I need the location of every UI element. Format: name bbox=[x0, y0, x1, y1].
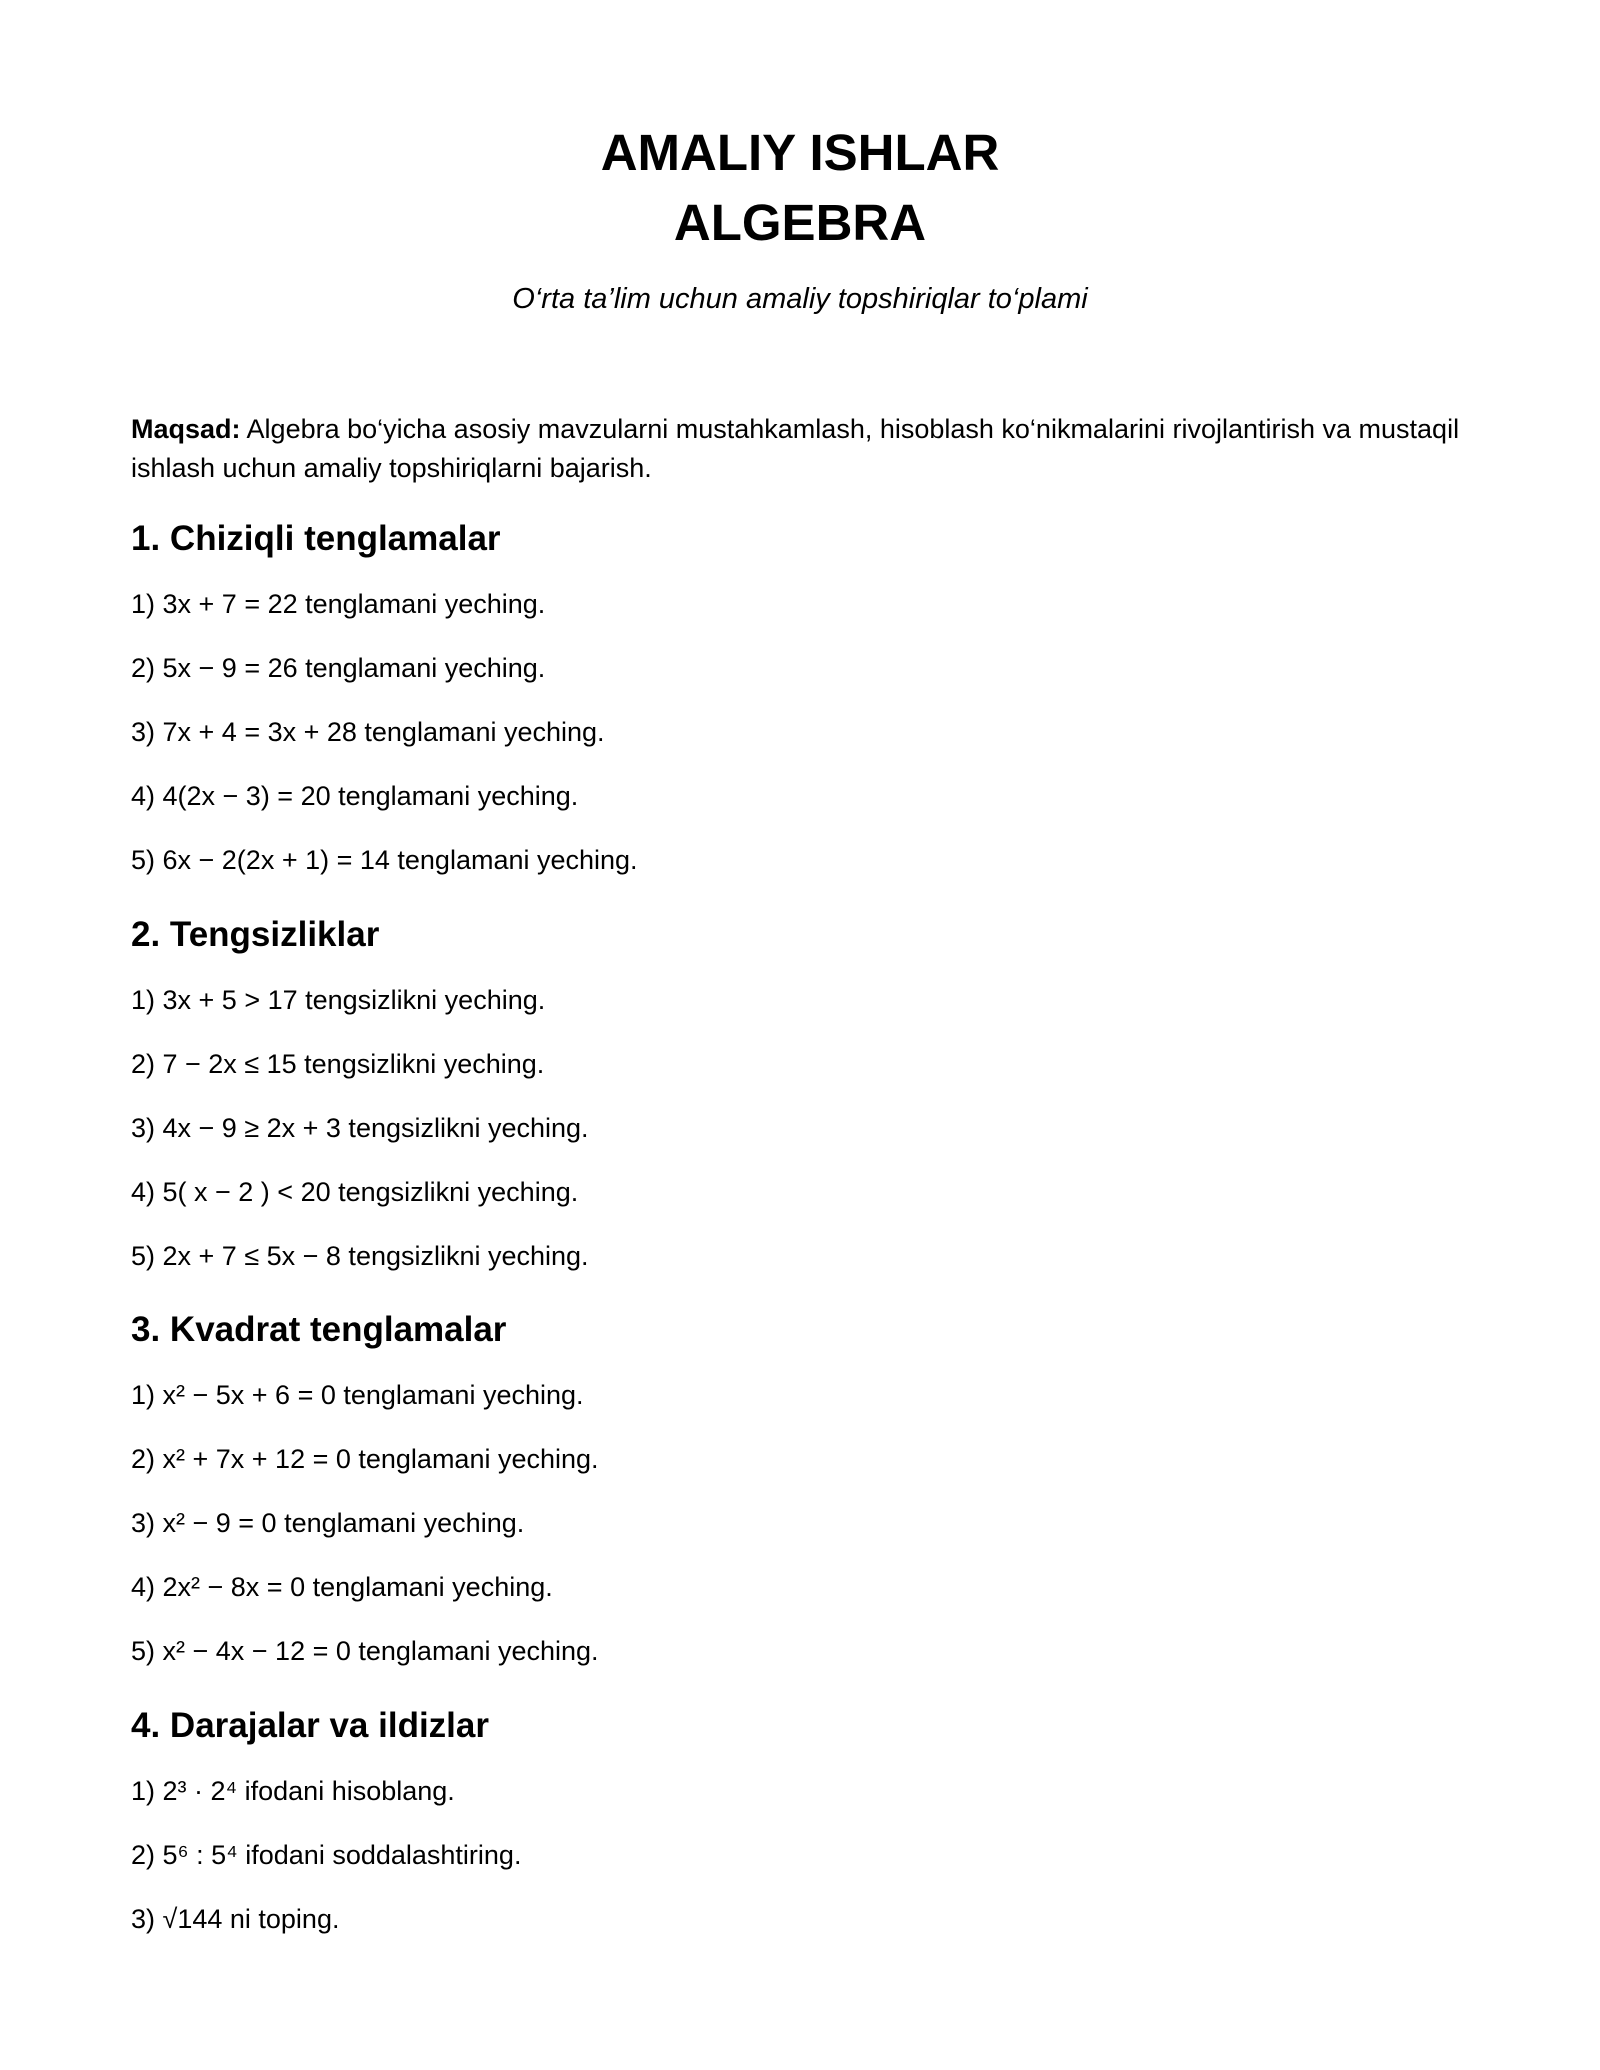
exercise-item: 3) x² − 9 = 0 tenglamani yeching. bbox=[131, 1508, 525, 1538]
exercise-item: 2) x² + 7x + 12 = 0 tenglamani yeching. bbox=[131, 1444, 599, 1474]
exercise-item: 5) 2x + 7 ≤ 5x − 8 tengsizlikni yeching. bbox=[131, 1241, 589, 1271]
section-linear-equations bbox=[131, 514, 1461, 880]
exercise-item: 2) 7 − 2x ≤ 15 tengsizlikni yeching. bbox=[131, 1049, 545, 1079]
exercise-item: 5) 6x − 2(2x + 1) = 14 tenglamani yeching. bbox=[131, 845, 638, 875]
goal-text: Algebra bo‘yicha asosiy mavzularni mustahkamlash, hisoblash ko‘nikmalarini rivojlantirish va mustaqil ishlash uchun amaliy topshiriqlarni bajarish. bbox=[131, 414, 1460, 483]
section-powers-and-roots bbox=[131, 1701, 1461, 1939]
section-quadratic-equations bbox=[131, 1305, 1461, 1671]
title-block bbox=[0, 118, 1600, 258]
exercise-item: 3) √144 ni toping. bbox=[131, 1904, 340, 1934]
exercise-item: 3) 4x − 9 ≥ 2x + 3 tengsizlikni yeching. bbox=[131, 1113, 589, 1143]
goal-label: Maqsad: bbox=[131, 414, 241, 444]
exercise-item: 1) 3x + 7 = 22 tenglamani yeching. bbox=[131, 589, 546, 619]
document-title-line-2: ALGEBRA bbox=[673, 194, 927, 251]
document-subtitle: O‘rta ta’lim uchun amaliy topshiriqlar to‘plami bbox=[512, 283, 1088, 315]
exercise-item: 1) x² − 5x + 6 = 0 tenglamani yeching. bbox=[131, 1380, 584, 1410]
exercise-item: 2) 5⁶ : 5⁴ ifodani soddalashtiring. bbox=[131, 1840, 522, 1870]
exercise-item: 4) 5( x − 2 ) < 20 tengsizlikni yeching. bbox=[131, 1177, 579, 1207]
document-title-line-1: AMALIY ISHLAR bbox=[600, 124, 1000, 181]
section-heading: 2. Tengsizliklar bbox=[131, 915, 380, 954]
exercise-item: 1) 3x + 5 > 17 tengsizlikni yeching. bbox=[131, 985, 546, 1015]
exercise-item: 4) 4(2x − 3) = 20 tenglamani yeching. bbox=[131, 781, 579, 811]
exercise-item: 3) 7x + 4 = 3x + 28 tenglamani yeching. bbox=[131, 717, 605, 747]
exercise-item: 2) 5x − 9 = 26 tenglamani yeching. bbox=[131, 653, 546, 683]
section-heading: 1. Chiziqli tenglamalar bbox=[131, 519, 501, 558]
goal-paragraph bbox=[131, 410, 1461, 488]
exercise-item: 1) 2³ · 2⁴ ifodani hisoblang. bbox=[131, 1776, 455, 1806]
exercise-item: 4) 2x² − 8x = 0 tenglamani yeching. bbox=[131, 1572, 553, 1602]
section-heading: 3. Kvadrat tenglamalar bbox=[131, 1310, 507, 1349]
section-heading: 4. Darajalar va ildizlar bbox=[131, 1706, 489, 1745]
exercise-item: 5) x² − 4x − 12 = 0 tenglamani yeching. bbox=[131, 1636, 599, 1666]
section-inequalities bbox=[131, 910, 1461, 1276]
